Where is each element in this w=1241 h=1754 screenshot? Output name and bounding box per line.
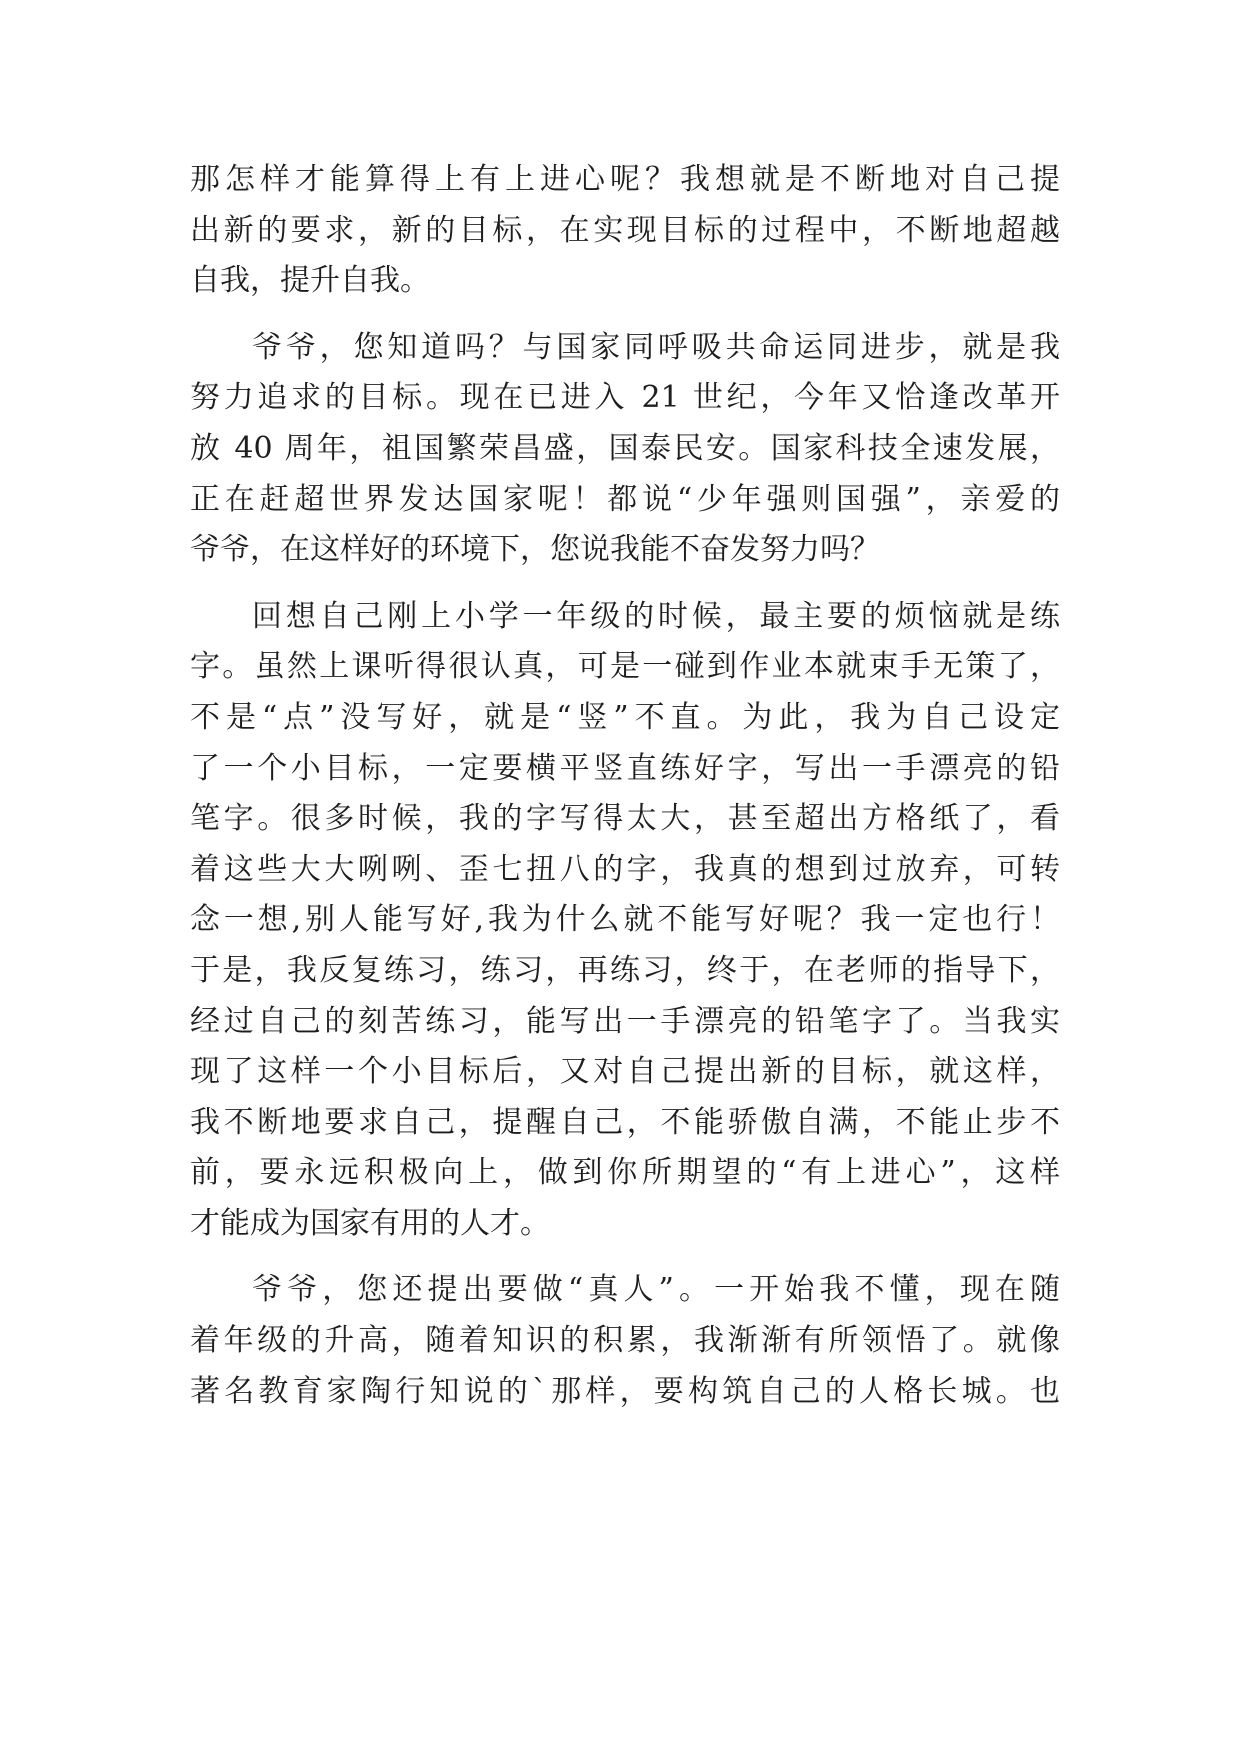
letter-body <box>190 155 1060 1417</box>
text-line: 自我，提升自我。 <box>190 263 430 299</box>
text-line: 不是“点”没写好，就是“竖”不直。为此，我为自己设定 <box>190 699 1060 735</box>
text-line: 那怎样才能算得上有上进心呢？我想就是不断地对自己提 <box>190 162 1060 197</box>
text-line: 了一个小目标，一定要横平竖直练好字，写出一手漂亮的铅 <box>190 750 1060 786</box>
text-line: 我不断地要求自己，提醒自己，不能骄傲自满，不能止步不 <box>190 1104 1060 1140</box>
text-line: 着这些大大咧咧、歪七扭八的字，我真的想到过放弃，可转 <box>190 851 1060 887</box>
text-line: 字。虽然上课听得很认真，可是一碰到作业本就束手无策了， <box>190 649 1060 685</box>
text-line: 笔字。很多时候，我的字写得太大，甚至超出方格纸了，看 <box>190 801 1060 837</box>
text-line: 念一想,别人能写好,我为什么就不能写好呢？我一定也行！ <box>190 902 1060 938</box>
text-line: 爷爷，您还提出要做“真人”。一开始我不懂，现在随 <box>252 1272 1060 1308</box>
text-line: 于是，我反复练习，练习，再练习，终于，在老师的指导下， <box>190 952 1060 988</box>
text-line: 正在赶超世界发达国家呢！都说“少年强则国强”，亲爱的 <box>190 481 1060 517</box>
text-line: 前，要永远积极向上，做到你所期望的“有上进心”，这样 <box>190 1155 1060 1191</box>
text-line: 经过自己的刻苦练习，能写出一手漂亮的铅笔字了。当我实 <box>190 1003 1060 1039</box>
text-line: 出新的要求，新的目标，在实现目标的过程中，不断地超越 <box>190 212 1060 248</box>
text-line: 着年级的升高，随着知识的积累，我渐渐有所领悟了。就像 <box>190 1323 1060 1359</box>
text-line: 努力追求的目标。现在已进入 21 世纪，今年又恰逢改革开 <box>190 380 1060 416</box>
text-line: 爷爷，您知道吗？与国家同呼吸共命运同进步，就是我 <box>252 329 1060 365</box>
text-line: 著名教育家陶行知说的`那样，要构筑自己的人格长城。也 <box>190 1373 1060 1409</box>
text-line: 爷爷，在这样好的环境下，您说我能不奋发努力吗？ <box>190 532 880 568</box>
text-line: 才能成为国家有用的人才。 <box>190 1205 550 1241</box>
text-line: 放 40 周年，祖国繁荣昌盛，国泰民安。国家科技全速发展， <box>190 430 1060 466</box>
text-line: 现了这样一个小目标后，又对自己提出新的目标，就这样， <box>190 1054 1060 1090</box>
text-line: 回想自己刚上小学一年级的时候，最主要的烦恼就是练 <box>252 598 1060 634</box>
